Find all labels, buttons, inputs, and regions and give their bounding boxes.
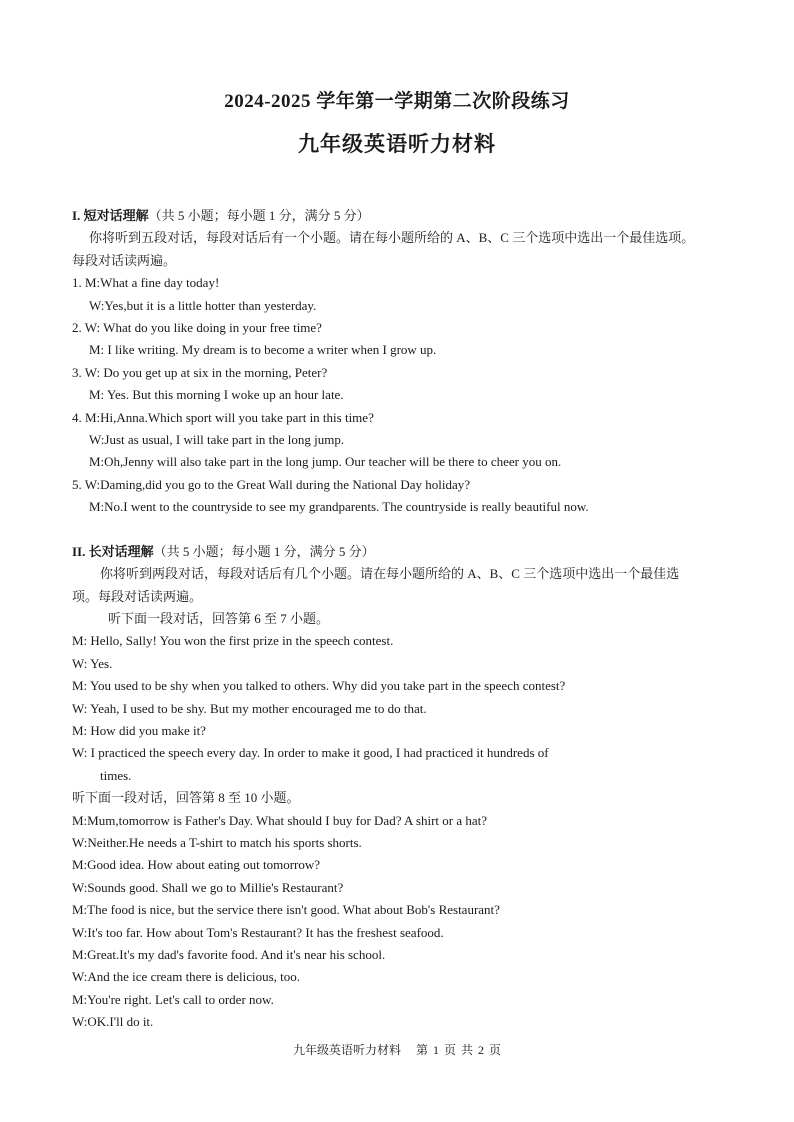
dialogue-line: W:Neither.He needs a T-shirt to match his sports shorts. bbox=[72, 834, 362, 850]
section-gap bbox=[72, 519, 732, 541]
section1-label: I. bbox=[72, 208, 81, 223]
dialogue-line: 1. M:What a fine day today! bbox=[72, 275, 220, 291]
section1-scoring: （共 5 小题；每小题 1 分，满分 5 分） bbox=[148, 208, 370, 223]
document-body bbox=[72, 205, 732, 1034]
dialogue-line: 3. W: Do you get up at six in the morning, Peter? bbox=[72, 364, 328, 380]
dialogue-line: W:OK.I'll do it. bbox=[72, 1014, 154, 1030]
dialogue-line: M: You used to be shy when you talked to others. Why did you take part in the speech contest? bbox=[72, 678, 566, 694]
page-footer bbox=[0, 1041, 794, 1058]
section2-label: II. bbox=[72, 543, 86, 559]
dialogue-line-cont: times. bbox=[100, 767, 132, 783]
dialogue-line: W: Yes. bbox=[72, 655, 113, 671]
dialogue-line: 2. W: What do you like doing in your free time? bbox=[72, 320, 322, 336]
dialogue-line: M: I like writing. My dream is to become a writer when I grow up. bbox=[89, 342, 437, 358]
part2-intro: 听下面一段对话，回答第 8 至 10 小题。 bbox=[72, 790, 300, 806]
dialogue-line: 4. M:Hi,Anna.Which sport will you take part in this time? bbox=[72, 409, 374, 425]
dialogue-line: W:Just as usual, I will take part in the long jump. bbox=[89, 432, 345, 448]
dialogue-line: M:Good idea. How about eating out tomorrow? bbox=[72, 857, 321, 873]
section2-instruction: 你将听到两段对话，每段对话后有几个小题。请在每小题所给的 A、B、C 三个选项中选出一个最佳选 bbox=[100, 566, 680, 582]
dialogue-line: W: I practiced the speech every day. In order to make it good, I had practiced it hundreds of bbox=[72, 745, 549, 761]
dialogue-line: M: How did you make it? bbox=[72, 722, 206, 738]
section2-heading bbox=[72, 541, 732, 563]
section2-instruction-cont: 项。每段对话读两遍。 bbox=[72, 588, 203, 604]
dialogue-line: M:Great.It's my dad's favorite food. And it's near his school. bbox=[72, 947, 386, 962]
dialogue-line: M:You're right. Let's call to order now. bbox=[72, 991, 274, 1007]
section1-instruction: 你将听到五段对话，每段对话后有一个小题。请在每小题所给的 A、B、C 三个选项中选出一个最佳选项。 bbox=[89, 230, 695, 246]
dialogue-line: 5. W:Daming,did you go to the Great Wall during the National Day holiday? bbox=[72, 476, 471, 492]
footer-doc-name: 九年级英语听力材料 bbox=[292, 1043, 401, 1057]
dialogue-line: W:Sounds good. Shall we go to Millie's Restaurant? bbox=[72, 879, 344, 895]
page-title: 2024-2025 学年第一学期第二次阶段练习 bbox=[224, 91, 570, 112]
dialogue-line: M: Yes. But this morning I woke up an hour late. bbox=[89, 387, 344, 403]
page-subtitle: 九年级英语听力材料 bbox=[298, 132, 496, 156]
part1-intro: 听下面一段对话，回答第 6 至 7 小题。 bbox=[108, 610, 330, 626]
dialogue-line: M:Oh,Jenny will also take part in the long jump. Our teacher will be there to cheer you on. bbox=[89, 454, 562, 470]
section1-heading bbox=[72, 205, 732, 227]
dialogue-line: W:It's too far. How about Tom's Restaurant? It has the freshest seafood. bbox=[72, 924, 444, 940]
dialogue-line: W: Yeah, I used to be shy. But my mother encouraged me to do that. bbox=[72, 700, 427, 716]
dialogue-line: M:No.I went to the countryside to see my grandparents. The countryside is really beautiful now. bbox=[89, 499, 589, 515]
section1-instruction-cont: 每段对话读两遍。 bbox=[72, 252, 177, 268]
dialogue-line: M:The food is nice, but the service there isn't good. What about Bob's Restaurant? bbox=[72, 902, 500, 918]
dialogue-line: M: Hello, Sally! You won the first prize in the speech contest. bbox=[72, 633, 394, 649]
section2-title: 长对话理解 bbox=[88, 543, 154, 559]
dialogue-line: W:And the ice cream there is delicious, too. bbox=[72, 969, 301, 985]
footer-page-info: 第 1 页 共 2 页 bbox=[416, 1043, 502, 1057]
dialogue-line: M:Mum,tomorrow is Father's Day. What should I buy for Dad? A shirt or a hat? bbox=[72, 812, 488, 828]
section2-scoring: （共 5 小题；每小题 1 分，满分 5 分） bbox=[153, 543, 375, 559]
dialogue-line: W:Yes,but it is a little hotter than yesterday. bbox=[89, 297, 317, 313]
section1-title: 短对话理解 bbox=[83, 208, 149, 223]
